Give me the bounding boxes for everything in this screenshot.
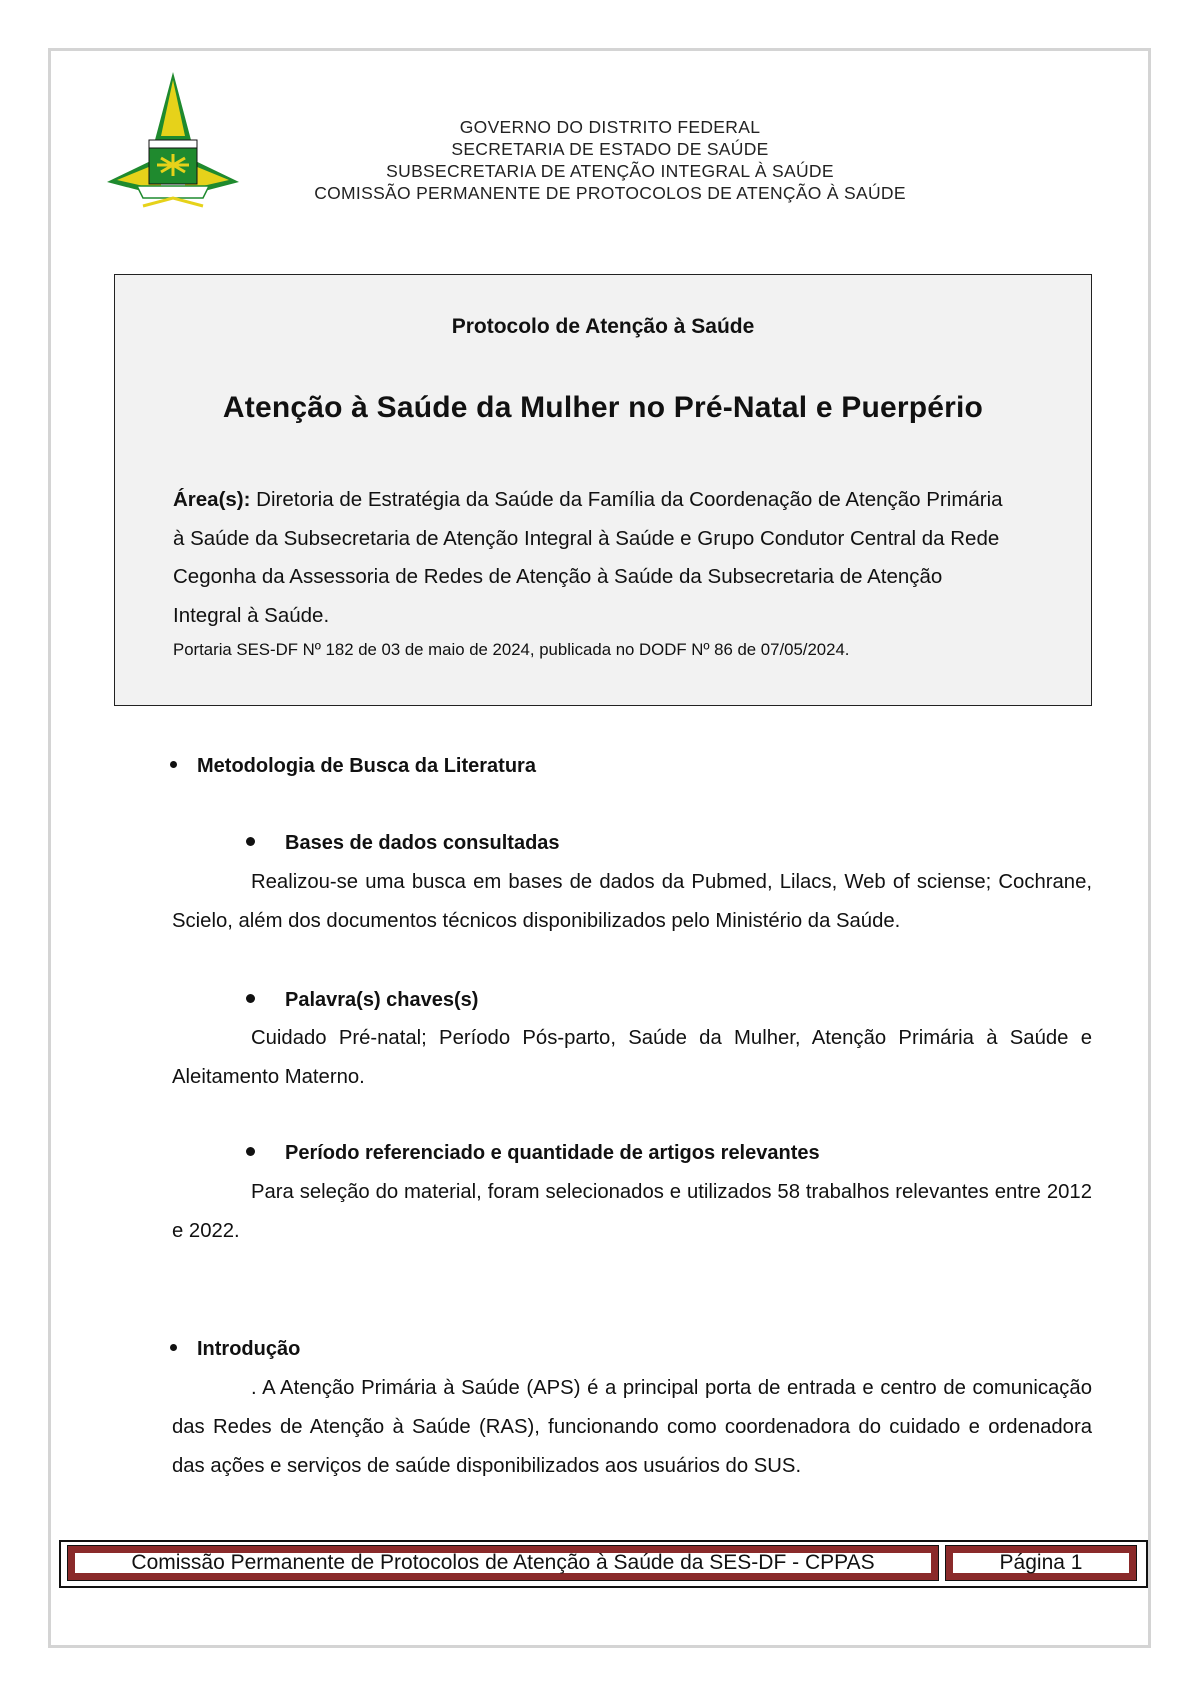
- header-line-4: COMISSÃO PERMANENTE DE PROTOCOLOS DE ATENÇÃO À SAÚDE: [314, 183, 906, 203]
- document-title: Atenção à Saúde da Mulher no Pré-Natal e Puerpério: [222, 391, 984, 424]
- title-box: [114, 274, 1092, 706]
- header-line-2: SECRETARIA DE ESTADO DE SAÚDE: [451, 139, 769, 159]
- footer-commission: Comissão Permanente de Protocolos de Atenção à Saúde da SES-DF - CPPAS: [68, 1546, 938, 1580]
- bullet-icon: [170, 761, 177, 768]
- footer: [59, 1540, 1148, 1588]
- bullet-icon: [246, 837, 255, 846]
- footer-page-number: Página 1: [946, 1546, 1136, 1580]
- areas-label: Área(s):: [173, 488, 251, 511]
- portaria-text: Portaria SES-DF Nº 182 de 03 de maio de 2024, publicada no DODF Nº 86 de 07/05/2024.: [173, 640, 850, 659]
- heading-palavras: Palavra(s) chaves(s): [246, 989, 478, 1012]
- paragraph-palavras: Cuidado Pré-natal; Período Pós-parto, Saúde da Mulher, Atenção Primária à Saúde e Aleitamento Materno.: [172, 1027, 1092, 1088]
- heading-metodologia: Metodologia de Busca da Literatura: [170, 755, 536, 778]
- paragraph-bases: Realizou-se uma busca em bases de dados da Pubmed, Lilacs, Web of sciense; Cochrane, Scielo, além dos documentos técnicos disponibilizados pelo Ministério da Saúde.: [172, 871, 1092, 932]
- header-line-1: GOVERNO DO DISTRITO FEDERAL: [459, 117, 761, 137]
- bullet-icon: [246, 994, 255, 1003]
- brasilia-coat-of-arms-icon: [103, 70, 243, 210]
- bullet-icon: [246, 1147, 255, 1156]
- heading-periodo: Período referenciado e quantidade de artigos relevantes: [246, 1142, 820, 1165]
- bullet-icon: [170, 1344, 177, 1351]
- header-lines: [250, 116, 970, 204]
- protocol-label: Protocolo de Atenção à Saúde: [451, 315, 755, 338]
- paragraph-periodo: Para seleção do material, foram selecionados e utilizados 58 trabalhos relevantes entre 2012 e 2022.: [172, 1181, 1092, 1242]
- areas-text: Diretoria de Estratégia da Saúde da Família da Coordenação de Atenção Primária à Saúde da Subsecretaria de Atenção Integral à Saúde e Grupo Condutor Central da Rede Cegonha da Assessoria de Redes de Atenção à Saúde da Subsecretaria de Atenção Integral à Saúde.: [173, 488, 1003, 627]
- paragraph-introducao: . A Atenção Primária à Saúde (APS) é a principal porta de entrada e centro de comunicação das Redes de Atenção à Saúde (RAS), funcionando como coordenadora do cuidado e ordenadora das ações e serviços de saúde disponibilizados aos usuários do SUS.: [172, 1377, 1092, 1477]
- header-line-3: SUBSECRETARIA DE ATENÇÃO INTEGRAL À SAÚDE: [386, 161, 834, 181]
- heading-introducao: Introdução: [170, 1338, 300, 1361]
- heading-bases: Bases de dados consultadas: [246, 832, 560, 855]
- areas-paragraph: [173, 481, 1013, 635]
